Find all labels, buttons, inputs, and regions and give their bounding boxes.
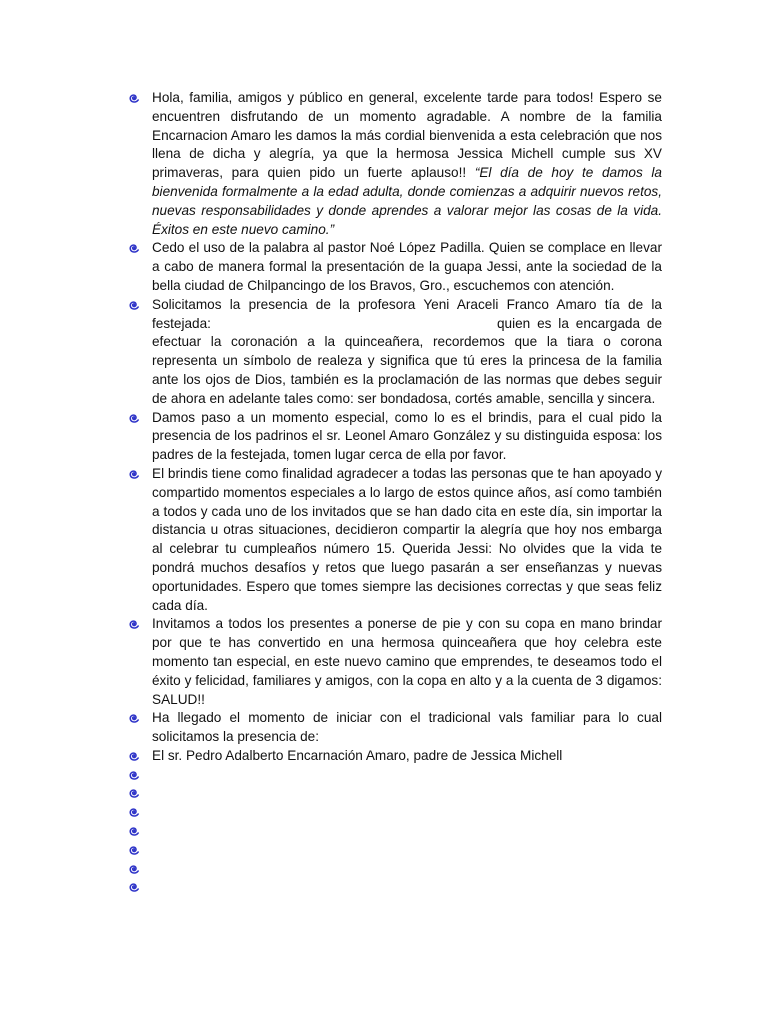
spiral-bullet-icon: [128, 750, 140, 762]
empty-list-item: [128, 803, 662, 822]
empty-list-item: [128, 878, 662, 897]
empty-list-item: [128, 766, 662, 785]
toast-text: El brindis tiene como finalidad agradecer a todas las personas que te han apoyado y compartido momentos especiales a lo largo de estos quince años, así como también a todos y cada uno de los invitados que se han dado cita en este día, sin importar la distancia u otras situaciones, decidieron compartir la alegría que hoy nos embarga al celebrar tu cumpleaños número 15. Querida Jessi: No olvides que la vida te pondrá muchos desafíos y retos que luego pasarán a ser enseñanzas y nuevas oportunidades. Espero que tomes siempre las decisiones correctas y que seas feliz cada día.: [152, 465, 662, 613]
spiral-bullet-icon: [128, 412, 140, 424]
spiral-bullet-icon: [128, 769, 140, 781]
toast-intro-text: Damos paso a un momento especial, como lo es el brindis, para el cual pido la presencia de los padrinos el sr. Leonel Amaro González y su distinguida esposa: los padres de la festejada, tomen lugar cerca de ella por favor.: [152, 409, 662, 463]
empty-list-item: [128, 822, 662, 841]
paragraph-father: [128, 747, 662, 766]
spiral-bullet-icon: [128, 299, 140, 311]
coronation-text: Solicitamos la presencia de la profesora Yeni Araceli Franco Amaro tía de la festejada:: [152, 296, 662, 331]
empty-list-item: [128, 784, 662, 803]
spiral-bullet-icon: [128, 618, 140, 630]
paragraph-coronation: [128, 296, 662, 409]
paragraph-cheers: [128, 615, 662, 709]
spiral-bullet-icon: [128, 242, 140, 254]
spiral-bullet-icon: [128, 92, 140, 104]
waltz-text: Ha llegado el momento de iniciar con el tradicional vals familiar para lo cual solicitamos la presencia de:: [152, 710, 662, 745]
paragraph-presentation: [128, 239, 662, 295]
spiral-bullet-icon: [128, 787, 140, 799]
spiral-bullet-icon: [128, 806, 140, 818]
spiral-bullet-icon: [128, 863, 140, 875]
empty-list-item: [128, 841, 662, 860]
empty-bullet-list: [128, 766, 662, 898]
paragraph-waltz: [128, 709, 662, 747]
paragraph-welcome: [128, 89, 662, 239]
father-text: El sr. Pedro Adalberto Encarnación Amaro, padre de Jessica Michell: [152, 747, 563, 763]
coronation-text-2: quien es la encargada de efectuar la coronación a la quinceañera, recordemos que la tiara o corona representa un símbolo de realeza y significa que tú eres la princesa de la familia ante los ojos de Dios, también es la proclamación de las normas que debes seguir de ahora en adelante tales como: ser bondadosa, cortés amable, sencilla y sincera.: [152, 315, 662, 406]
spiral-bullet-icon: [128, 825, 140, 837]
document-body: [128, 89, 662, 897]
empty-list-item: [128, 860, 662, 879]
spiral-bullet-icon: [128, 844, 140, 856]
presentation-text: Cedo el uso de la palabra al pastor Noé López Padilla. Quien se complace en llevar a cabo de manera formal la presentación de la guapa Jessi, ante la sociedad de la bella ciudad de Chilpancingo de los Bravos, Gro., escuchemos con atención.: [152, 240, 662, 293]
paragraph-toast-intro: [128, 409, 662, 465]
cheers-text: Invitamos a todos los presentes a ponerse de pie y con su copa en mano brindar por que te has convertido en una hermosa quinceañera que hoy celebra este momento tan especial, en este nuevo camino que emprendes, te deseamos todo el éxito y felicidad, familiares y amigos, con la copa en alto y a la cuenta de 3 digamos: SALUD!!: [152, 616, 662, 707]
spiral-bullet-icon: [128, 712, 140, 724]
paragraph-toast: [128, 465, 662, 615]
welcome-text: Hola, familia, amigos y público en general, excelente tarde para todos! Espero se encuentren disfrutando de un momento agradable. A nombre de la familia Encarnacion Amaro les damos la más cordial bienvenida a esta celebración que nos llena de dicha y alegría, ya que la hermosa Jessica Michell cumple sus XV primaveras, para quien pido un fuerte aplauso!!: [152, 90, 662, 181]
spiral-bullet-icon: [128, 468, 140, 480]
spiral-bullet-icon: [128, 881, 140, 893]
welcome-quote: “El día de hoy te damos la bienvenida formalmente a la edad adulta, donde comienzas a adquirir nuevos retos, nuevas responsabilidades y donde aprendes a valorar mejor las cosas de la vida. Éxitos en este nuevo camino.”: [152, 165, 662, 237]
